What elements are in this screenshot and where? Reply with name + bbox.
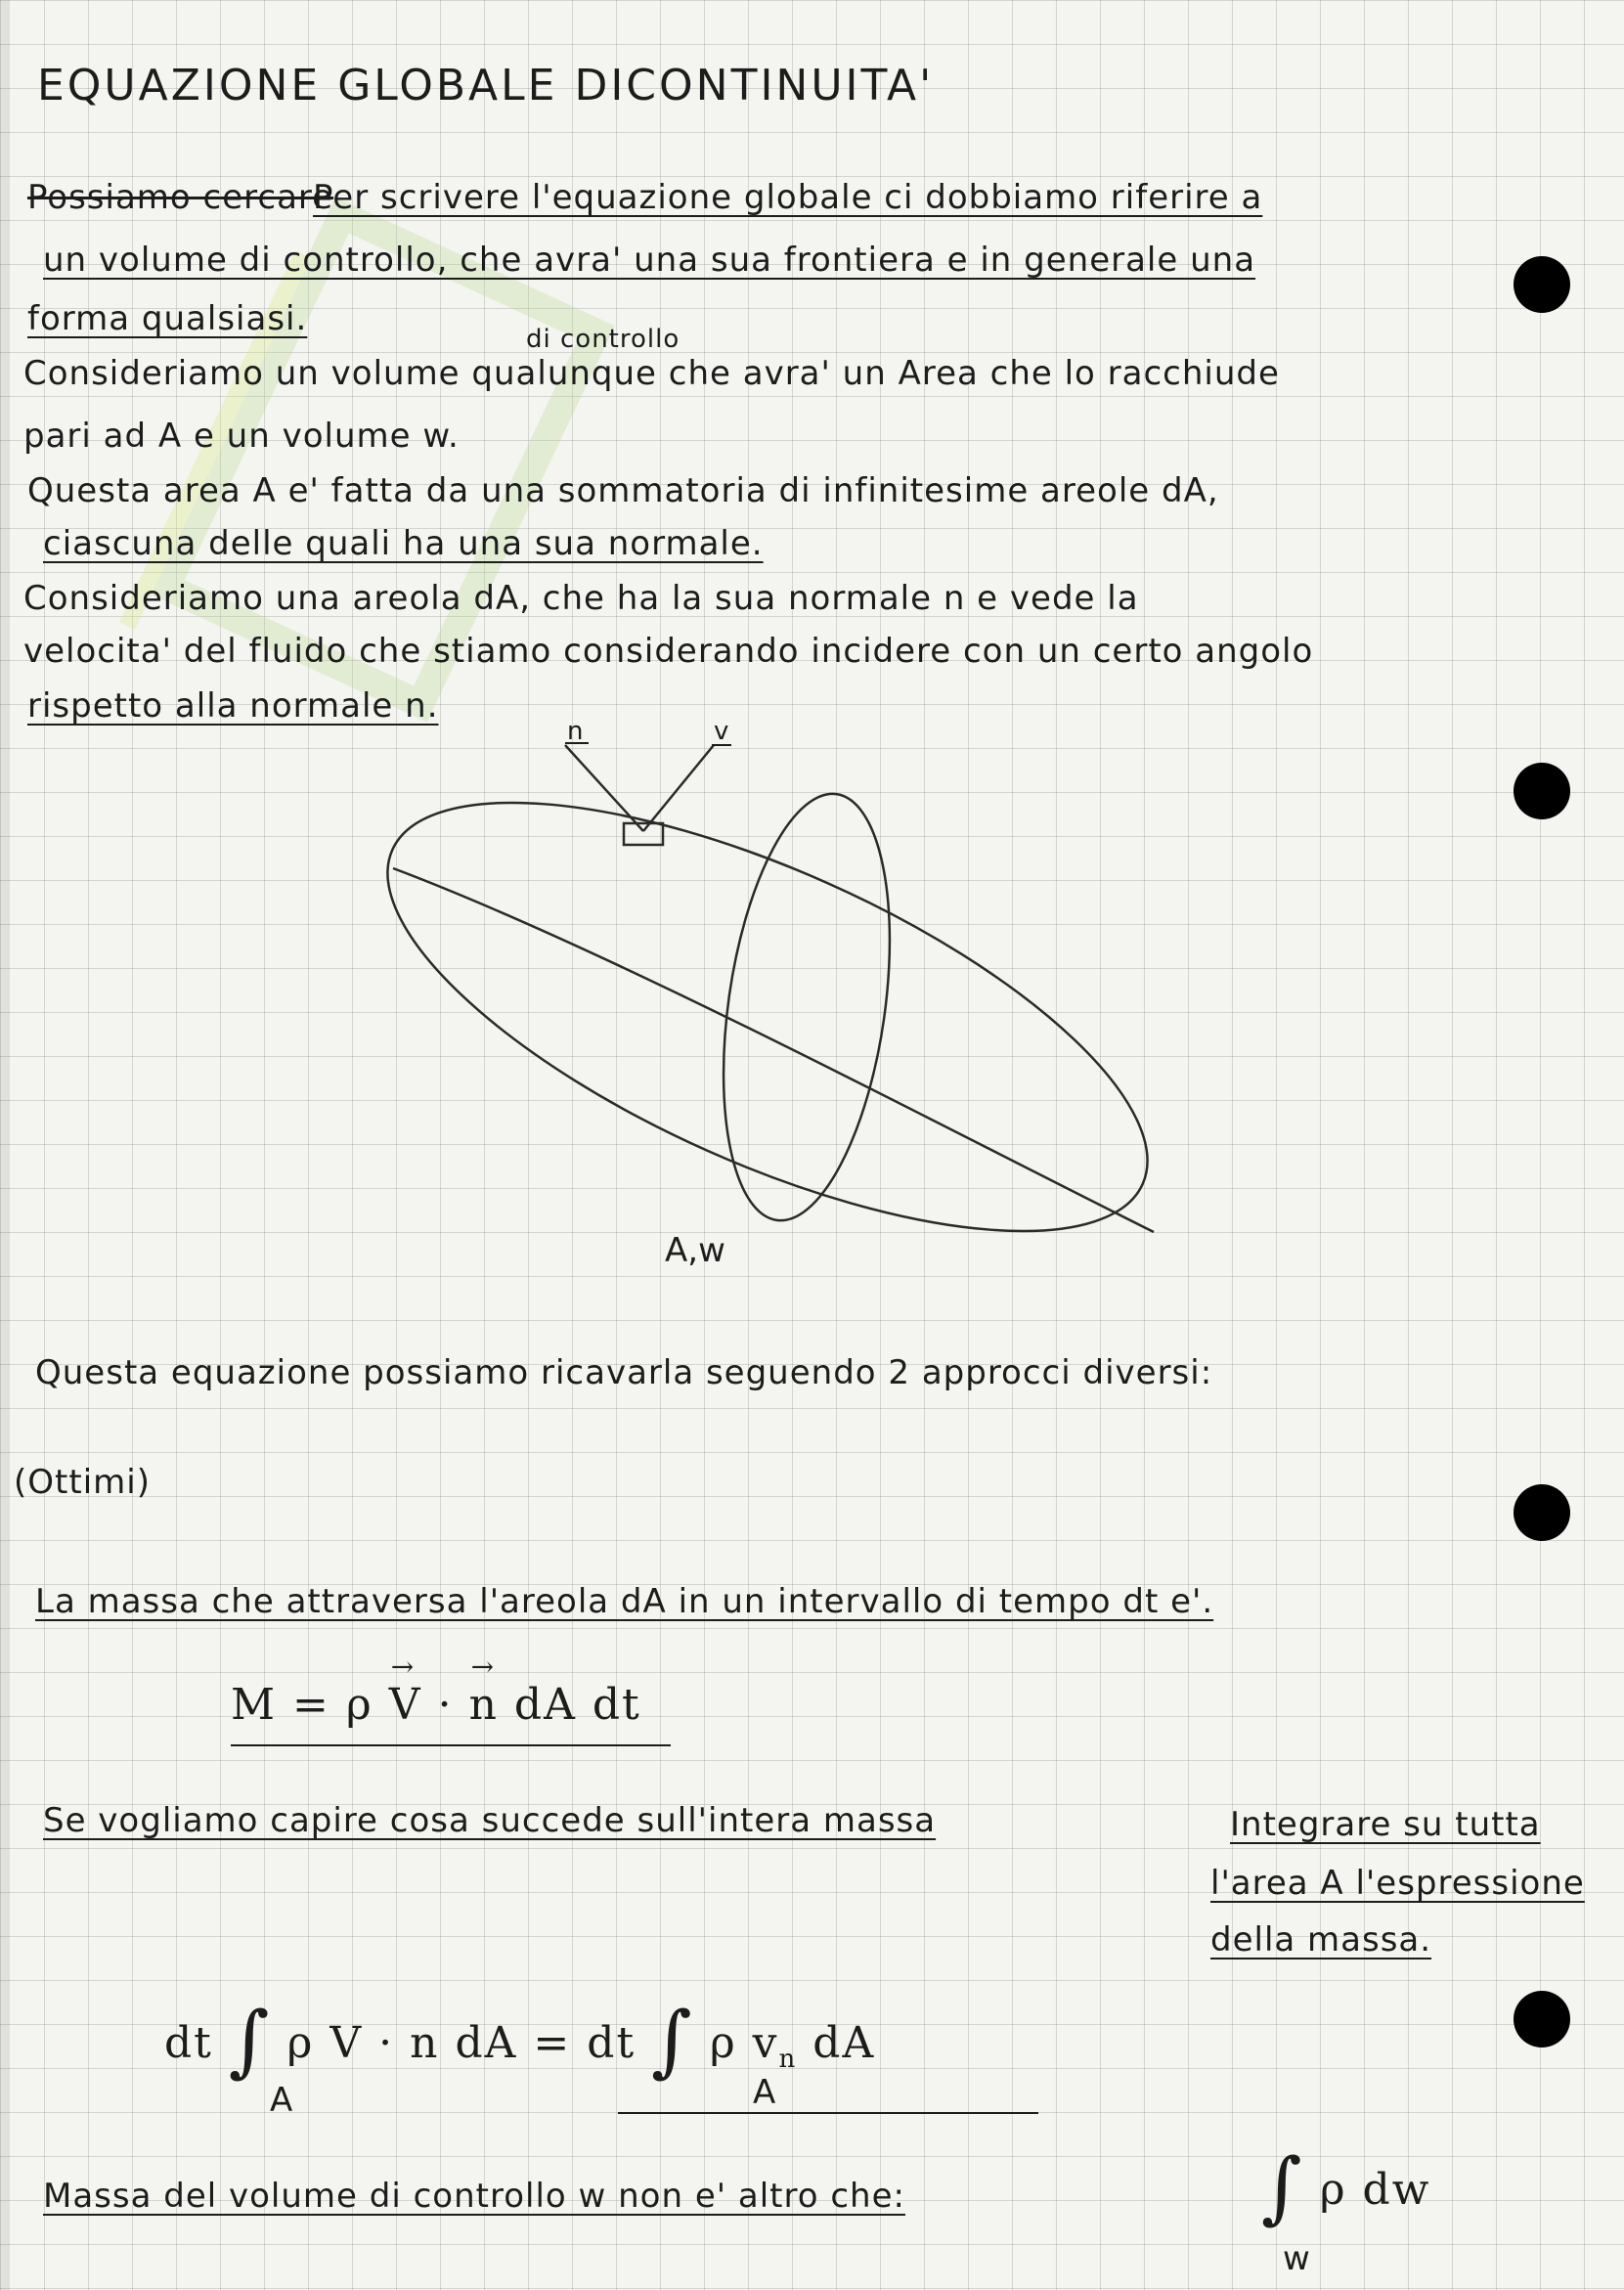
text-line: Se vogliamo capire cosa succede sull'intera massa (43, 1801, 937, 1840)
binder-hole (1514, 1484, 1570, 1541)
label-v: v (714, 717, 729, 746)
text-line: pari ad A e un volume w. (23, 417, 460, 456)
text-line: Consideriamo un volume qualunque che avra' un Area che lo racchiude (23, 354, 1280, 393)
mass-integral-body: ρ dw (1319, 2165, 1431, 2215)
integral-sign: ∫ (228, 1995, 272, 2086)
inserted-text: di controllo (526, 325, 680, 354)
text-line: Questa equazione possiamo ricavarla seguendo 2 approcci diversi: (35, 1353, 1213, 1392)
eq-n: n (468, 1680, 499, 1730)
page-edge (0, 0, 10, 2290)
eq2-right-tail: dA (812, 2018, 876, 2068)
areola-da (624, 823, 663, 845)
eq-underline (231, 1744, 671, 1746)
text-line (27, 178, 333, 217)
eq2-left-body: ρ V · n dA (286, 2018, 518, 2068)
page-title: EQUAZIONE GLOBALE DICONTINUITA' (37, 61, 935, 110)
eq-dot: · (437, 1680, 454, 1730)
eq-velocity-vector (389, 1680, 422, 1730)
eq2-left-dt: dt (164, 2018, 213, 2068)
label-n: n (567, 717, 584, 746)
eq2-right-dt: dt (587, 2018, 636, 2068)
text-line: un volume di controllo, che avra' una sua frontiera e in generale una (43, 241, 1256, 280)
integral-sign: ∫ (651, 1995, 694, 2086)
text-line: velocita' del fluido che stiamo considerando incidere con un certo angolo (23, 632, 1314, 671)
text-line: Consideriamo una areola dA, che ha la sua normale n e vede la (23, 579, 1139, 618)
eq-rho: ρ (345, 1680, 373, 1730)
eq2-subscript-n: n (778, 2045, 798, 2074)
binder-hole (1514, 1991, 1570, 2048)
integral-sign: ∫ (1261, 2141, 1304, 2232)
side-note-line: l'area A l'espressione (1210, 1864, 1585, 1903)
binder-hole (1514, 256, 1570, 313)
text-line: Questa area A e' fatta da una sommatoria di infinitesime areole dA, (27, 471, 1219, 510)
eq-lhs: M = (231, 1680, 330, 1730)
text-line: rispetto alla normale n. (27, 686, 439, 726)
text-line: Massa del volume di controllo w non e' altro che: (43, 2177, 905, 2216)
control-volume-diagram (372, 704, 1212, 1320)
eq2-underline (618, 2112, 1038, 2114)
integral-domain-a: A (270, 2081, 294, 2120)
ellipsoid-outline (372, 716, 1203, 1318)
velocity-vector-line (643, 745, 714, 831)
eq2-equals: = (533, 2018, 572, 2068)
mass-flux-equation (231, 1680, 641, 1730)
eq2-right-rho-v: ρ v (709, 2018, 779, 2068)
text-line: Per scrivere l'equazione globale ci dobbiamo riferire a (313, 178, 1263, 217)
integral-domain-a: A (753, 2073, 777, 2112)
integral-domain-w: w (1283, 2239, 1311, 2278)
side-note-line: della massa. (1210, 1920, 1432, 1960)
text-line: La massa che attraversa l'areola dA in un intervallo di tempo dt e'. (35, 1582, 1214, 1621)
struck-text: Possiamo cercare (27, 178, 334, 217)
eq-v: V (388, 1680, 422, 1730)
side-note-line: Integrare su tutta (1230, 1805, 1541, 1844)
normal-vector-line (565, 745, 643, 831)
eq-normal-vector (469, 1680, 499, 1730)
text-line: forma qualsiasi. (27, 299, 308, 338)
eq-rest: dA dt (513, 1680, 641, 1730)
binder-hole (1514, 763, 1570, 819)
cross-section (699, 783, 914, 1231)
label-area: A,w (665, 1231, 725, 1270)
mass-integral (1261, 2141, 1430, 2232)
text-line: ciascuna delle quali ha una sua normale. (43, 524, 764, 563)
text-line: (Ottimi) (14, 1463, 151, 1502)
